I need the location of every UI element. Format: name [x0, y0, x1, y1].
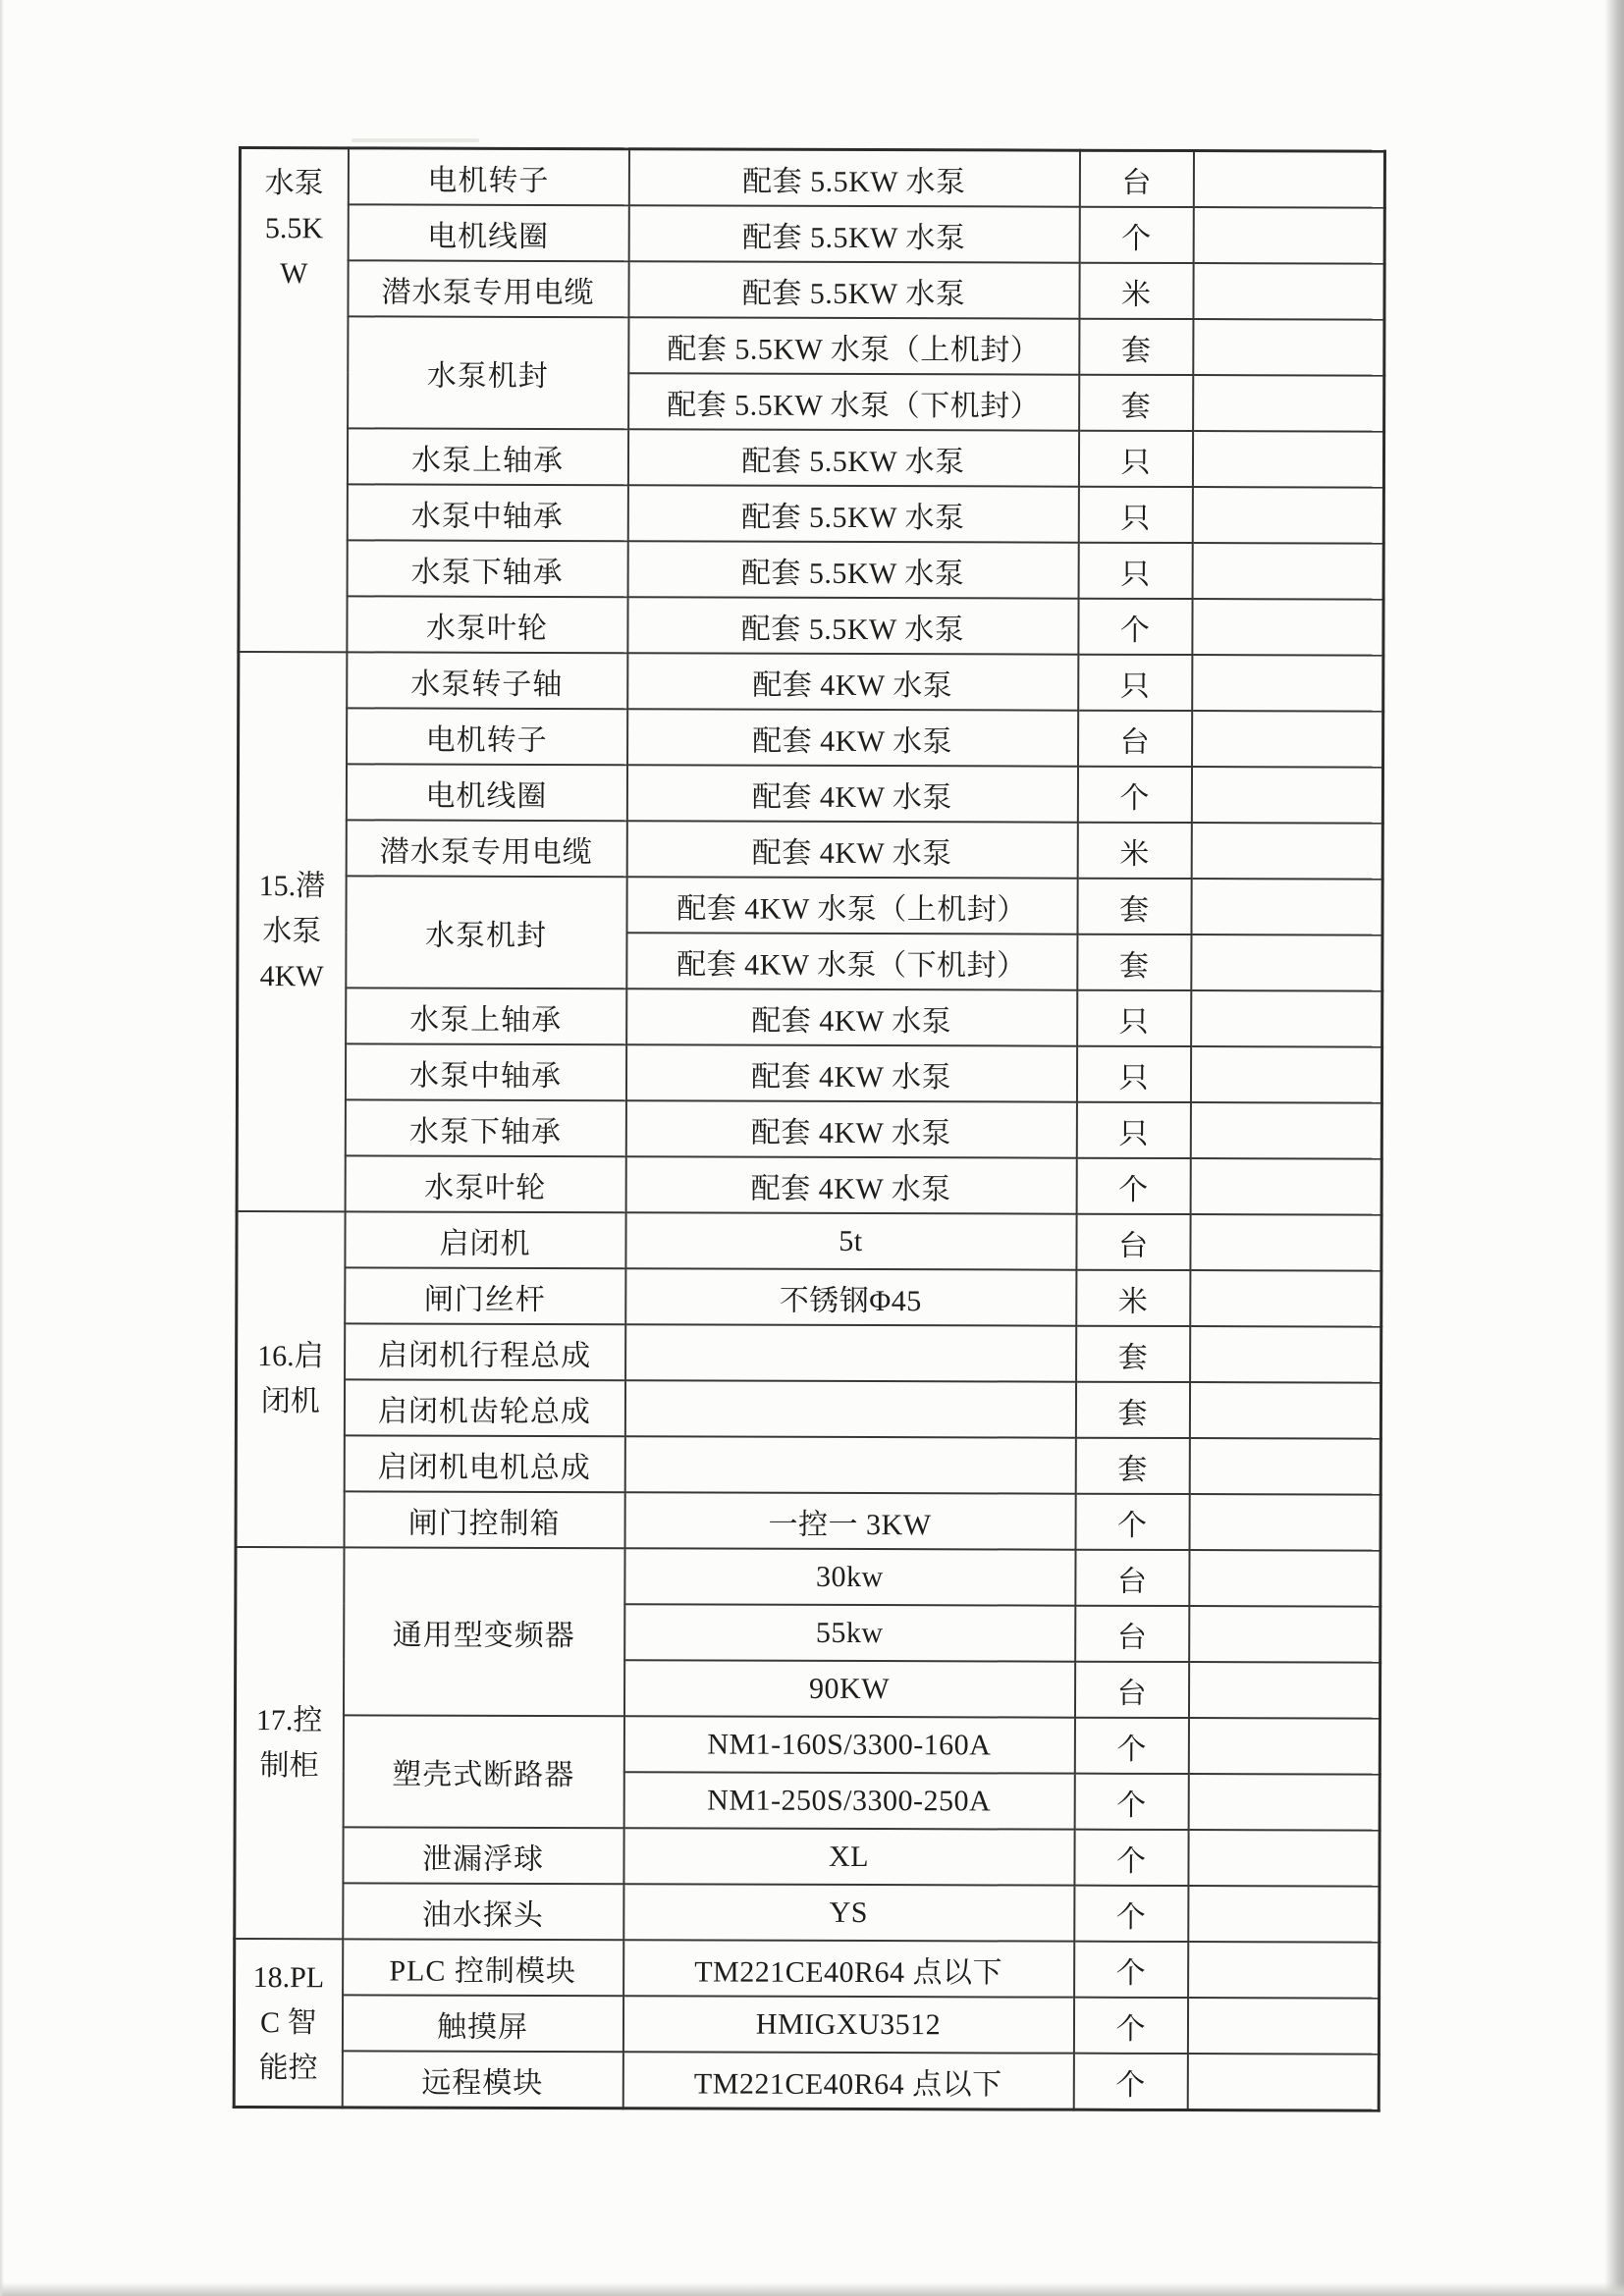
- item-cell: 水泵机封: [346, 876, 626, 988]
- table-row: [240, 316, 1384, 376]
- scan-artifact: [352, 138, 479, 142]
- quantity-cell-empty: [1193, 263, 1384, 320]
- spec-cell: [625, 1324, 1076, 1381]
- quantity-cell-empty: [1193, 319, 1384, 376]
- quantity-cell-empty: [1192, 543, 1383, 600]
- unit-cell: 套: [1075, 1438, 1189, 1494]
- table-row: [234, 2051, 1379, 2110]
- spec-cell: 配套 4KW 水泵: [625, 1100, 1076, 1157]
- spec-cell: 配套 5.5KW 水泵: [627, 485, 1078, 542]
- table-row: [235, 1715, 1380, 1775]
- item-cell: 水泵上轴承: [347, 428, 627, 485]
- spec-cell: 90KW: [623, 1660, 1074, 1717]
- item-cell: 电机线圈: [346, 764, 626, 821]
- item-cell: 泄漏浮球: [343, 1827, 623, 1884]
- unit-cell: 套: [1075, 1382, 1189, 1438]
- item-cell: 启闭机行程总成: [345, 1323, 625, 1380]
- quantity-cell-empty: [1189, 1550, 1380, 1607]
- category-label-line: W: [280, 257, 308, 291]
- category-cell-hoist: [236, 1211, 345, 1547]
- spec-cell: 配套 4KW 水泵: [625, 1156, 1076, 1213]
- unit-cell: 套: [1076, 1326, 1190, 1382]
- category-cell-pump-4kw: [237, 652, 347, 1211]
- quantity-cell-empty: [1191, 767, 1382, 824]
- unit-cell: 台: [1075, 1606, 1189, 1662]
- spec-cell: XL: [623, 1828, 1074, 1885]
- unit-cell: 个: [1077, 767, 1191, 823]
- page-edge-shadow-right: [1604, 0, 1624, 2296]
- quantity-cell-empty: [1187, 2054, 1379, 2110]
- spec-cell: 55kw: [624, 1604, 1075, 1661]
- unit-cell: 只: [1078, 431, 1192, 487]
- quantity-cell-empty: [1188, 1830, 1380, 1887]
- table-row: [239, 428, 1383, 488]
- quantity-cell-empty: [1189, 1494, 1380, 1551]
- spec-cell: 配套 4KW 水泵: [627, 653, 1078, 710]
- quantity-cell-empty: [1192, 487, 1383, 544]
- spec-cell: 配套 4KW 水泵: [627, 709, 1078, 766]
- table-row: [237, 1043, 1381, 1103]
- quantity-cell-empty: [1189, 1606, 1380, 1663]
- spec-cell: NM1-250S/3300-250A: [623, 1772, 1074, 1829]
- page-edge-shadow-left: [0, 0, 4, 2296]
- table-row: [235, 1939, 1380, 1999]
- quantity-cell-empty: [1193, 375, 1384, 432]
- quantity-cell-empty: [1191, 934, 1382, 991]
- category-label-line: 17.控: [255, 1703, 323, 1736]
- unit-cell: 个: [1079, 207, 1193, 263]
- unit-cell: 台: [1075, 1550, 1189, 1606]
- table-row: [236, 1435, 1380, 1495]
- unit-cell: 只: [1076, 1102, 1190, 1158]
- spec-cell: 一控一 3KW: [624, 1492, 1075, 1549]
- table-row: [236, 1547, 1380, 1607]
- spec-cell: 配套 5.5KW 水泵（下机封）: [628, 373, 1079, 430]
- spec-cell: 配套 5.5KW 水泵: [628, 205, 1079, 262]
- table-row: [240, 148, 1384, 208]
- quantity-cell-empty: [1191, 823, 1382, 880]
- spec-cell: 30kw: [624, 1548, 1075, 1605]
- spec-cell: 配套 4KW 水泵（上机封）: [626, 877, 1077, 934]
- table-row: [239, 484, 1383, 544]
- item-cell: 启闭机: [345, 1211, 625, 1268]
- quantity-cell-empty: [1190, 1102, 1381, 1159]
- unit-cell: 米: [1076, 1270, 1190, 1326]
- spare-parts-table-wrap: [233, 146, 1386, 2112]
- quantity-cell-empty: [1192, 655, 1383, 712]
- unit-cell: 个: [1074, 1942, 1188, 1998]
- item-cell: 启闭机齿轮总成: [344, 1379, 624, 1436]
- unit-cell: 米: [1077, 823, 1191, 879]
- spec-cell: 配套 5.5KW 水泵: [628, 261, 1079, 318]
- table-row: [237, 1155, 1381, 1215]
- item-cell: 塑壳式断路器: [343, 1715, 623, 1828]
- quantity-cell-empty: [1193, 207, 1384, 264]
- category-label-line: 制柜: [259, 1748, 319, 1782]
- item-cell: 水泵中轴承: [345, 1043, 625, 1100]
- quantity-cell-empty: [1187, 1998, 1379, 2055]
- unit-cell: 个: [1075, 1494, 1189, 1550]
- spec-cell: HMIGXU3512: [623, 1996, 1073, 2053]
- unit-cell: 台: [1078, 711, 1192, 767]
- table-row: [238, 820, 1382, 880]
- item-cell: 水泵下轴承: [345, 1099, 625, 1156]
- quantity-cell-empty: [1191, 879, 1382, 935]
- table-row: [235, 1827, 1380, 1887]
- table-row: [238, 876, 1382, 935]
- spare-parts-table: [233, 146, 1386, 2112]
- unit-cell: 个: [1073, 1998, 1187, 2054]
- page-edge-shadow-bottom: [0, 2282, 1624, 2296]
- table-body: [234, 148, 1384, 2111]
- table-row: [236, 1491, 1380, 1551]
- spec-cell: 配套 5.5KW 水泵: [628, 149, 1079, 207]
- spec-cell: 不锈钢Φ45: [625, 1268, 1076, 1325]
- spec-cell: [624, 1436, 1075, 1493]
- quantity-cell-empty: [1190, 1214, 1381, 1271]
- spec-cell: 配套 4KW 水泵（下机封）: [626, 933, 1077, 989]
- unit-cell: 只: [1076, 1046, 1190, 1102]
- quantity-cell-empty: [1188, 1886, 1380, 1943]
- item-cell: 启闭机电机总成: [344, 1435, 624, 1492]
- table-row: [239, 652, 1383, 712]
- item-cell: 远程模块: [342, 2051, 623, 2108]
- category-cell-control-cabinet: [235, 1547, 344, 1939]
- table-row: [238, 988, 1382, 1047]
- item-cell: 潜水泵专用电缆: [348, 260, 628, 317]
- item-cell: 水泵上轴承: [346, 988, 626, 1044]
- unit-cell: 只: [1078, 655, 1192, 711]
- category-label-line: 水泵: [264, 167, 324, 200]
- table-row: [235, 1883, 1380, 1943]
- item-cell: 电机线圈: [348, 204, 628, 261]
- unit-cell: 台: [1079, 150, 1193, 207]
- unit-cell: 个: [1076, 1158, 1190, 1214]
- unit-cell: 套: [1079, 375, 1193, 431]
- quantity-cell-empty: [1191, 990, 1382, 1047]
- quantity-cell-empty: [1192, 599, 1383, 656]
- unit-cell: 套: [1077, 879, 1191, 934]
- quantity-cell-empty: [1188, 1662, 1380, 1719]
- item-cell: 潜水泵专用电缆: [346, 820, 626, 877]
- unit-cell: 个: [1074, 1718, 1188, 1774]
- spec-cell: 配套 4KW 水泵: [626, 988, 1077, 1045]
- quantity-cell-empty: [1189, 1382, 1380, 1439]
- quantity-cell-empty: [1190, 1046, 1381, 1103]
- spec-cell: TM221CE40R64 点以下: [623, 2052, 1073, 2109]
- unit-cell: 只: [1077, 990, 1191, 1046]
- table-row: [234, 1995, 1379, 2055]
- spec-cell: [624, 1380, 1075, 1437]
- category-label-line: 闭机: [260, 1385, 320, 1418]
- spec-cell: 5t: [625, 1212, 1076, 1269]
- unit-cell: 套: [1079, 319, 1193, 375]
- table-row: [239, 540, 1383, 600]
- quantity-cell-empty: [1188, 1942, 1380, 1999]
- quantity-cell-empty: [1190, 1326, 1381, 1383]
- quantity-cell-empty: [1189, 1438, 1380, 1495]
- item-cell: 水泵转子轴: [347, 652, 627, 709]
- item-cell: 水泵叶轮: [347, 596, 627, 653]
- table-row: [240, 204, 1384, 264]
- item-cell: 电机转子: [347, 708, 627, 765]
- unit-cell: 个: [1074, 1886, 1188, 1942]
- table-row: [237, 1099, 1381, 1159]
- item-cell: 水泵机封: [348, 316, 628, 429]
- table-row: [237, 1267, 1381, 1327]
- spec-cell: 配套 4KW 水泵: [626, 765, 1077, 822]
- table-row: [238, 764, 1382, 824]
- quantity-cell-empty: [1192, 431, 1383, 488]
- spec-cell: 配套 5.5KW 水泵: [627, 429, 1078, 486]
- item-cell: 触摸屏: [342, 1995, 623, 2052]
- item-cell: 电机转子: [348, 148, 628, 205]
- unit-cell: 台: [1076, 1214, 1190, 1270]
- table-row: [240, 260, 1384, 320]
- quantity-cell-empty: [1190, 1158, 1381, 1215]
- unit-cell: 台: [1074, 1662, 1188, 1718]
- unit-cell: 套: [1077, 934, 1191, 990]
- item-cell: 水泵中轴承: [347, 484, 627, 541]
- table-row: [237, 1211, 1381, 1271]
- unit-cell: 只: [1078, 543, 1192, 599]
- quantity-cell-empty: [1188, 1718, 1380, 1775]
- item-cell: 水泵下轴承: [347, 540, 627, 597]
- item-cell: 油水探头: [343, 1883, 623, 1940]
- spec-cell: YS: [623, 1884, 1074, 1941]
- category-label-line: 水泵: [262, 915, 322, 948]
- spec-cell: 配套 4KW 水泵: [626, 821, 1077, 878]
- category-label-line: 16.启: [257, 1340, 324, 1373]
- table-row: [237, 1323, 1381, 1383]
- category-label-line: 15.潜: [258, 870, 326, 903]
- unit-cell: 只: [1078, 487, 1192, 543]
- item-cell: PLC 控制模块: [343, 1939, 623, 1996]
- spec-cell: 配套 5.5KW 水泵（上机封）: [628, 317, 1079, 374]
- quantity-cell-empty: [1193, 151, 1384, 208]
- category-cell-pump-5-5kw: [239, 148, 349, 653]
- category-label-line: 能控: [258, 2051, 318, 2084]
- spec-cell: 配套 4KW 水泵: [625, 1044, 1076, 1101]
- quantity-cell-empty: [1190, 1270, 1381, 1327]
- category-label-line: C 智: [259, 2005, 317, 2039]
- item-cell: 水泵叶轮: [345, 1155, 625, 1212]
- unit-cell: 个: [1074, 1774, 1188, 1830]
- quantity-cell-empty: [1188, 1774, 1380, 1831]
- category-label-line: 4KW: [259, 960, 324, 993]
- category-label-line: 18.PL: [252, 1960, 325, 1994]
- unit-cell: 个: [1073, 2054, 1187, 2110]
- quantity-cell-empty: [1192, 711, 1383, 768]
- unit-cell: 米: [1079, 263, 1193, 319]
- spec-cell: NM1-160S/3300-160A: [623, 1716, 1074, 1773]
- table-row: [239, 596, 1383, 656]
- table-row: [236, 1379, 1380, 1439]
- spec-cell: 配套 5.5KW 水泵: [627, 597, 1078, 654]
- spec-cell: 配套 5.5KW 水泵: [627, 541, 1078, 598]
- unit-cell: 个: [1078, 599, 1192, 655]
- item-cell: 闸门控制箱: [344, 1491, 624, 1548]
- category-label-line: 5.5K: [264, 212, 324, 245]
- item-cell: 通用型变频器: [343, 1547, 624, 1716]
- spec-cell: TM221CE40R64 点以下: [623, 1940, 1074, 1997]
- table-row: [239, 708, 1383, 768]
- unit-cell: 个: [1074, 1830, 1188, 1886]
- item-cell: 闸门丝杆: [345, 1267, 625, 1324]
- category-cell-plc-smart-control: [234, 1939, 343, 2108]
